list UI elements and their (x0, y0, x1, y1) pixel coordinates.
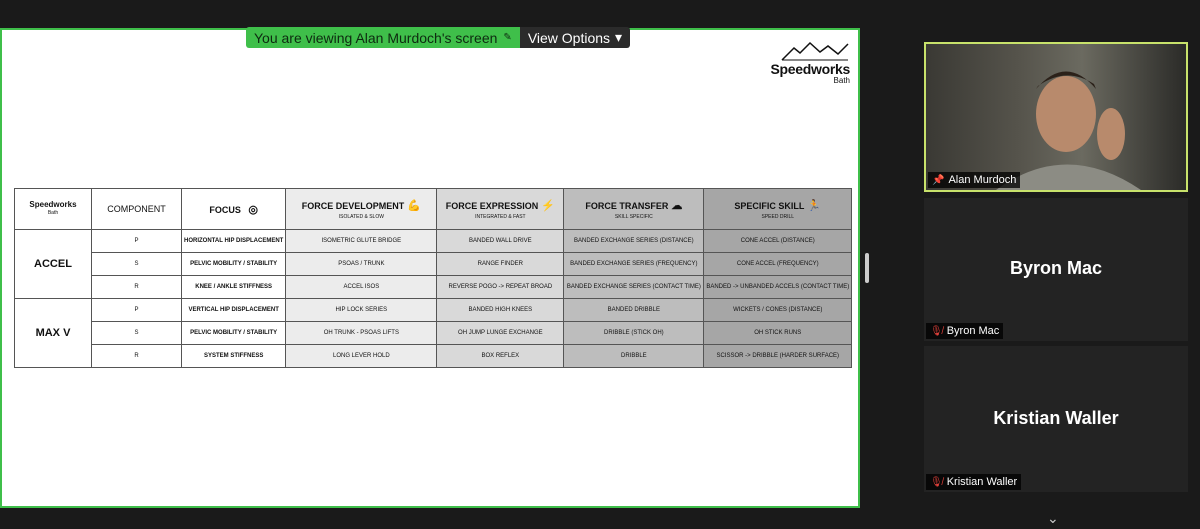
table-header-row (15, 189, 852, 230)
focus-cell: SYSTEM STIFFNESS (182, 345, 286, 368)
pin-icon: 📌 (932, 174, 945, 186)
header-force-development (286, 189, 437, 230)
table-logo-cell (15, 189, 92, 230)
force-transfer-cell: BANDED DRIBBLE (564, 299, 704, 322)
group-label-max-v: MAX V (15, 299, 92, 368)
header-force-expression (437, 189, 564, 230)
force-development-cell: ACCEL ISOS (286, 276, 437, 299)
force-development-cell: OH TRUNK - PSOAS LIFTS (286, 322, 437, 345)
force-expression-cell: RANGE FINDER (437, 253, 564, 276)
force-development-cell: LONG LEVER HOLD (286, 345, 437, 368)
header-specific-skill-sub: SPEED DRILL (761, 213, 795, 220)
participant-name: Byron Mac (946, 325, 1000, 337)
person-video-icon (926, 44, 1186, 190)
mic-icon: ✎ (503, 32, 512, 43)
table-row (15, 253, 852, 276)
focus-cell: PELVIC MOBILITY / STABILITY (182, 253, 286, 276)
lightning-icon: ⚡ (541, 199, 555, 212)
logo-name: Speedworks (770, 61, 850, 77)
view-options-button[interactable] (520, 27, 630, 48)
specific-skill-cell: CONE ACCEL (DISTANCE) (704, 230, 852, 253)
table-row (15, 322, 852, 345)
force-transfer-cell: BANDED EXCHANGE SERIES (FREQUENCY) (564, 253, 704, 276)
focus-cell: PELVIC MOBILITY / STABILITY (182, 322, 286, 345)
header-force-transfer-title: FORCE TRANSFER ☁ (585, 199, 683, 212)
participant-display-name: Kristian Waller (993, 408, 1119, 428)
panel-resize-handle[interactable] (865, 253, 869, 283)
component-cell: P (92, 299, 182, 322)
muted-mic-icon: 🎙︎̸ (930, 325, 943, 337)
force-transfer-cell: BANDED EXCHANGE SERIES (CONTACT TIME) (564, 276, 704, 299)
participant-name: Alan Murdoch (948, 174, 1017, 186)
table-logo-sub: Bath (47, 210, 59, 216)
focus-cell: VERTICAL HIP DISPLACEMENT (182, 299, 286, 322)
participant-name: Kristian Waller (946, 476, 1018, 488)
component-cell: S (92, 253, 182, 276)
table-row (15, 345, 852, 368)
participant-tile-kristian-waller[interactable] (924, 346, 1188, 492)
flexed-arm-icon: 💪 (407, 199, 421, 212)
participant-tile-alan-murdoch[interactable] (924, 42, 1188, 192)
speed-matrix-table (14, 188, 852, 368)
cloud-download-icon: ☁ (671, 199, 683, 212)
force-development-cell: HIP LOCK SERIES (286, 299, 437, 322)
participant-name-tag (926, 323, 1003, 339)
group-label-accel: ACCEL (15, 230, 92, 299)
specific-skill-cell: SCISSOR -> DRIBBLE (HARDER SURFACE) (704, 345, 852, 368)
component-cell: S (92, 322, 182, 345)
header-force-transfer (564, 189, 704, 230)
viewing-screen-text: You are viewing Alan Murdoch's screen (254, 29, 498, 46)
force-development-cell: PSOAS / TRUNK (286, 253, 437, 276)
header-specific-skill-title: SPECIFIC SKILL 🏃 (734, 199, 822, 212)
logo-sub: Bath (833, 76, 850, 85)
force-transfer-cell: DRIBBLE (STICK OH) (564, 322, 704, 345)
focus-cell: KNEE / ANKLE STIFFNESS (182, 276, 286, 299)
header-focus (182, 189, 286, 230)
specific-skill-cell: BANDED -> UNBANDED ACCELS (CONTACT TIME) (704, 276, 852, 299)
view-options-label: View Options (527, 29, 611, 46)
participant-video (926, 44, 1186, 190)
speedworks-logo (770, 40, 850, 85)
viewing-screen-message (246, 27, 520, 48)
participant-tile-byron-mac[interactable] (924, 198, 1188, 341)
header-force-expression-sub: INTEGRATED & FAST (475, 213, 526, 220)
table-logo (17, 200, 89, 218)
component-cell: P (92, 230, 182, 253)
header-force-development-title: FORCE DEVELOPMENT 💪 (301, 199, 421, 212)
force-transfer-cell: BANDED EXCHANGE SERIES (DISTANCE) (564, 230, 704, 253)
force-development-cell: ISOMETRIC GLUTE BRIDGE (286, 230, 437, 253)
target-icon: ◎ (248, 204, 258, 216)
header-focus-label: FOCUS (209, 205, 241, 215)
table-row (15, 230, 852, 253)
force-expression-cell: REVERSE POGO -> REPEAT BROAD (437, 276, 564, 299)
muted-mic-icon: 🎙︎̸ (930, 476, 943, 488)
runner-icon: 🏃 (807, 199, 822, 212)
header-component: COMPONENT (92, 189, 182, 230)
force-expression-cell: BANDED HIGH KNEES (437, 299, 564, 322)
chevron-down-icon[interactable]: ⌄ (1047, 510, 1059, 526)
force-expression-cell: BOX REFLEX (437, 345, 564, 368)
force-expression-cell: BANDED WALL DRIVE (437, 230, 564, 253)
table-row (15, 299, 852, 322)
header-force-development-sub: ISOLATED & SLOW (338, 213, 384, 220)
participant-name-tag (926, 474, 1021, 490)
header-force-expression-title: FORCE EXPRESSION ⚡ (445, 199, 555, 212)
specific-skill-cell: WICKETS / CONES (DISTANCE) (704, 299, 852, 322)
specific-skill-cell: OH STICK RUNS (704, 322, 852, 345)
participant-name-tag (928, 172, 1020, 188)
chevron-down-icon: ▾ (615, 29, 623, 45)
component-cell: R (92, 345, 182, 368)
component-cell: R (92, 276, 182, 299)
header-specific-skill (704, 189, 852, 230)
table-logo-name: Speedworks (29, 200, 77, 209)
focus-cell: HORIZONTAL HIP DISPLACEMENT (182, 230, 286, 253)
force-transfer-cell: DRIBBLE (564, 345, 704, 368)
force-expression-cell: OH JUMP LUNGE EXCHANGE (437, 322, 564, 345)
shared-screen (0, 28, 860, 508)
specific-skill-cell: CONE ACCEL (FREQUENCY) (704, 253, 852, 276)
screen-share-banner (246, 27, 630, 48)
table-row (15, 276, 852, 299)
participant-display-name: Byron Mac (1009, 258, 1103, 278)
header-force-transfer-sub: SKILL SPECIFIC (614, 213, 653, 220)
mountain-logo-icon (780, 40, 850, 62)
